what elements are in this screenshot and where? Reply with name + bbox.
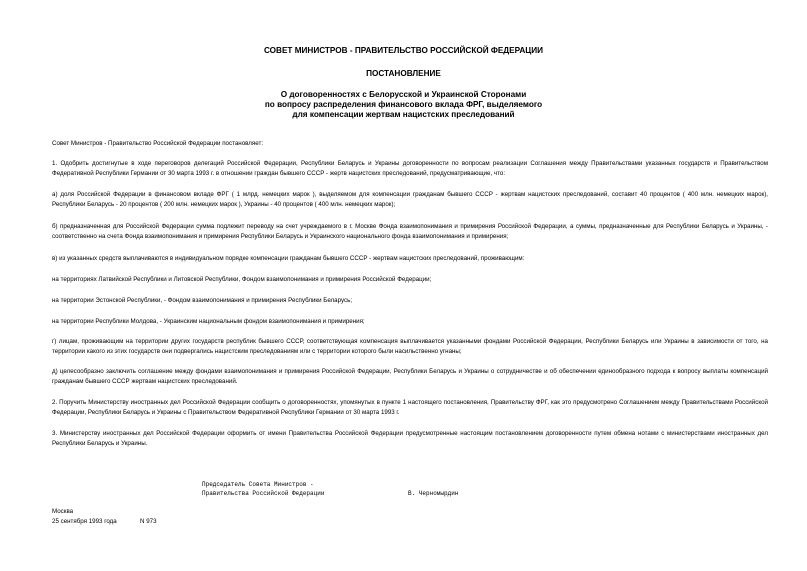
paragraph-1v-item-3: на территории Республики Молдова, - Украинским национальным фондом взаимопонимания и примирения; — [52, 318, 365, 325]
paragraph-1a: а) доля Российской Федерации в финансовом вкладе ФРГ ( 1 млрд. немецких марок ), выделяемом для компенсации гражданам бывшего СССР - жертвам нацистских преследований, составит 40 процентов ( 400 млн. немецких марок), Республики Беларусь - 20 процентов ( 200 млн. немецких марок ), Украины - 40 процентов ( 400 млн. немецких марок); — [52, 191, 768, 209]
paragraph-1d: д) целесообразно заключить соглашение между фондами взаимопонимания и примирения Российской Федерации, Республики Беларусь и Украины о сотрудничестве и об обеспечении единообразного подхода к вопросу выплаты компенсаций гражданам бывшего СССР жертвам нацистских преследований. — [52, 368, 768, 386]
signature-position-line-2: Правительства Российской Федерации — [202, 490, 325, 497]
intro-paragraph: Совет Министров - Правительство Российской Федерации постановляет: — [52, 140, 264, 147]
paragraph-1b: б) предназначенная для Российской Федерации сумма подлежит переводу на счет учреждаемого в г. Москве Фонда взаимопонимания и примирения Российской Федерации, а суммы, предназначенные для Республики Беларусь и Украины, - соответственно на счета Фонда взаимопонимания и примирения Республики Беларусь и Украинского национального фонда взаимопонимания и примирения; — [52, 223, 768, 241]
paragraph-1g: г) лицам, проживающим на территории других государств республик бывшего СССР, соответствующая компенсация выплачивается указанными фондами Российской Федерации, Республики Беларусь или Украины в зависимости от того, на территории какого из этих государств они подвергались нацистским преследованиям или с территории которого были насильственно угнаны; — [52, 338, 768, 356]
footer-number: N 973 — [140, 518, 157, 525]
paragraph-3: 3. Министерству иностранных дел Российской Федерации оформить от имени Правительства Российской Федерации предусмотренные настоящим постановлением договоренности путем обмена нотами с министерствами иностранных дел Республики Беларусь и Украины. — [52, 430, 768, 448]
footer-date: 25 сентября 1993 года — [52, 518, 117, 525]
title-line-2: по вопросу распределения финансового вклада ФРГ, выделяемого — [264, 100, 543, 109]
paragraph-1: 1. Одобрить достигнутые в ходе переговоров делегаций Российской Федерации, Республики Беларусь и Украины договоренности по вопросам реализации Соглашения между Правительствами указанных государств и Правительством Федеративной Республики Германии от 30 марта 1993 г. в отношении граждан бывшего СССР - жертв нацистских преследований, предусматривающие, что: — [52, 160, 768, 178]
signature-name: В. Черномырдин — [408, 490, 459, 497]
paragraph-1v: в) из указанных средств выплачиваются в индивидуальном порядке компенсации гражданам бывшего СССР - жертвам нацистских преследований, проживающим: — [52, 255, 525, 262]
document-type: ПОСТАНОВЛЕНИЕ — [366, 69, 441, 78]
footer-place: Москва — [52, 508, 74, 515]
issuing-authority: СОВЕТ МИНИСТРОВ - ПРАВИТЕЛЬСТВО РОССИЙСКОЙ ФЕДЕРАЦИИ — [263, 46, 544, 55]
paragraph-2: 2. Поручить Министерству иностранных дел Российской Федерации сообщить о договоренностях, упомянутых в пункте 1 настоящего постановления, Правительству ФРГ, как это предусмотрено Соглашением между Правительствами Российской Федерации, Республики Беларусь и Украины с Правительством Федеративной Республики Германии от 30 марта 1993 г. — [52, 399, 768, 417]
paragraph-1v-item-1: на территориях Латвийской Республики и Литовской Республики, Фондом взаимопонимания и примирения Российской Федерации; — [52, 276, 432, 283]
title-line-1: О договоренностях с Белорусской и Украинской Сторонами — [280, 90, 527, 99]
signature-position-line-1: Председатель Совета Министров - — [202, 481, 314, 488]
title-line-3: для компенсации жертвам нацистских преследований — [292, 110, 515, 119]
paragraph-1v-item-2: на территории Эстонской Республики, - Фондом взаимопонимания и примирения Республики Беларусь; — [52, 297, 353, 304]
